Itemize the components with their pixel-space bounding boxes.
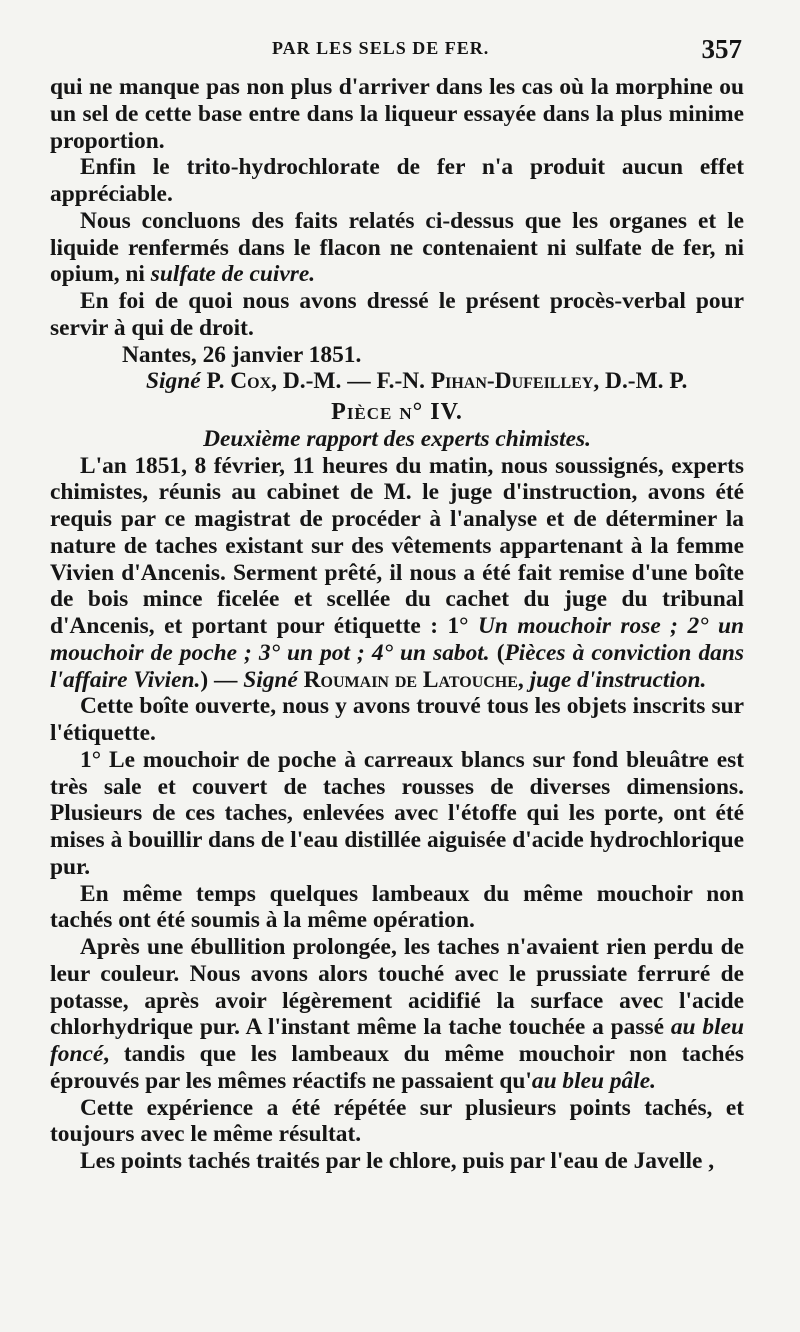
section-heading: Pièce n° IV.: [331, 399, 463, 425]
paragraph-mouchoir: 1° Le mouchoir de poche à carreaux blancs sur fond bleuâtre est très sale et couvert de taches rousses de diverses dimensions. Plusieurs de ces taches, enlevées avec l'étoffe qui les porte, ont été mises à bouillir dans de l'eau distillée aiguisée d'acide hydrochlorique pur.: [50, 746, 744, 880]
section-subtitle: Deuxième rapport des experts chimistes.: [203, 425, 591, 452]
signature-line: [50, 368, 744, 395]
paragraph-boite: Cette boîte ouverte, nous y avons trouvé tous les objets inscrits sur l'étiquette.: [50, 693, 744, 746]
conclusion-italic: sulfate de cuivre.: [150, 261, 316, 288]
page-number: 357: [701, 34, 742, 64]
juge-title: juge d'instruction.: [529, 666, 707, 693]
signe-label: Signé: [146, 368, 201, 395]
signer-separator: —: [347, 368, 371, 395]
bleu-pale: au bleu pâle.: [531, 1067, 656, 1094]
etiquette-list: Un mouchoir rose ; 2° un mouchoir de poche ; 3° un pot ; 4° un sabot.: [50, 613, 744, 666]
paragraph-chlore: Les points tachés traités par le chlore, puis par l'eau de Javelle ,: [80, 1148, 715, 1174]
paragraph-trito: Enfin le trito-hydrochlorate de fer n'a produit aucun effet appréciable.: [50, 154, 744, 207]
running-header: [50, 34, 742, 72]
signer-1: P. Cox, D.-M.: [206, 368, 342, 395]
date-line: Nantes, 26 janvier 1851.: [122, 341, 362, 368]
ebullition-text-2: , tandis que les lambeaux du même mouchoir non tachés éprouvés par les mêmes réactifs ne passaient qu': [50, 1041, 744, 1094]
ebullition-text: Après une ébullition prolongée, les taches n'avaient rien perdu de leur couleur. Nous avons alors touché avec le prussiate ferruré de potasse, après avoir légèrement acidifié la surface avec l'acide chlorhydrique pur. A l'instant même la tache touchée a passé: [50, 934, 744, 1041]
signer-2: F.-N. Pihan-Dufeilley, D.-M. P.: [376, 368, 688, 395]
paragraph-continuation: qui ne manque pas non plus d'arriver dans les cas où la morphine ou un sel de cette base entre dans la liqueur essayée dans la plus minime proportion.: [50, 74, 744, 154]
paragraph-repetee: Cette expérience a été répétée sur plusieurs points tachés, et toujours avec le même résultat.: [50, 1094, 744, 1148]
lan-paren-open: (: [489, 639, 505, 666]
paragraph-ebullition: [50, 934, 744, 1095]
pieces-conviction: Pièces à conviction dans l'affaire Vivien.: [50, 639, 744, 693]
page-body: [50, 74, 744, 1175]
paragraph-lambeaux: En même temps quelques lambeaux du même mouchoir non tachés ont été soumis à la même opération.: [50, 880, 744, 934]
conclusion-text: Nous concluons des faits relatés ci-dessus que les organes et le liquide renfermés dans le flacon ne contenaient ni sulfate de fer, ni opium, ni: [50, 207, 744, 288]
juge-name: Roumain de Latouche,: [297, 666, 530, 693]
running-title: PAR LES SELS DE FER.: [272, 38, 490, 58]
bleu-fonce: au bleu foncé: [50, 1014, 744, 1067]
lan-text: L'an 1851, 8 février, 11 heures du matin, nous soussignés, experts chimistes, réunis au cabinet de M. le juge d'instruction, avons été requis par ce magistrat de procéder à l'analyse et de déterminer la nature de taches existant sur des vêtements appartenant à la femme Vivien d'Ancenis. Serment prêté, il nous a été fait remise d'une boîte de bois mince ficelée et scellée du cachet du juge du tribunal d'Ancenis, et portant pour étiquette : 1°: [50, 452, 744, 639]
signe-label-2: Signé: [243, 666, 298, 693]
paragraph-foi: En foi de quoi nous avons dressé le présent procès-verbal pour servir à qui de droit.: [50, 288, 744, 341]
paragraph-conclusion: [50, 208, 744, 288]
paragraph-lan-1851: [50, 453, 744, 694]
lan-paren-close: ) —: [200, 666, 244, 693]
